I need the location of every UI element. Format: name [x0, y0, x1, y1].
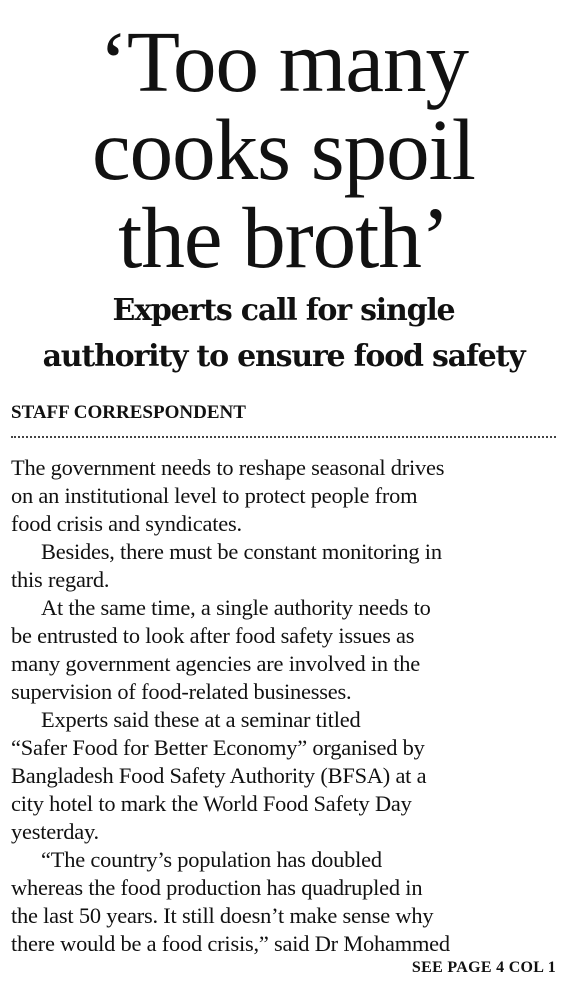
body-line: city hotel to mark the World Food Safety Day: [11, 791, 412, 816]
jump-line: SEE PAGE 4 COL 1: [411, 959, 556, 976]
body-line: The government needs to reshape seasonal drives: [11, 455, 445, 480]
paragraph-first-line: “The country’s population has doubled: [41, 847, 382, 872]
body-line: many government agencies are involved in the: [11, 651, 421, 676]
headline: [0, 13, 567, 286]
headline-line: ‘Too many: [98, 13, 469, 110]
body-line: there would be a food crisis,” said Dr Mohammed: [11, 931, 450, 956]
body-line: “Safer Food for Better Economy” organised by: [11, 735, 425, 760]
body-line: on an institutional level to protect people from: [11, 483, 418, 508]
paragraph-first-line: Experts said these at a seminar titled: [41, 707, 361, 732]
body-line: supervision of food-related businesses.: [11, 679, 352, 704]
body-line: the last 50 years. It still doesn’t make sense why: [11, 903, 434, 928]
headline-line: cooks spoil: [92, 101, 475, 198]
subheadline-line: Experts call for single: [112, 293, 455, 328]
body-line: yesterday.: [11, 819, 99, 844]
body-line: Bangladesh Food Safety Authority (BFSA) at a: [11, 763, 427, 788]
dotted-divider: [11, 436, 556, 438]
headline-line: the broth’: [118, 189, 449, 286]
paragraph-first-line: At the same time, a single authority needs to: [41, 595, 431, 620]
paragraph-first-line: Besides, there must be constant monitoring in: [41, 539, 442, 564]
article-body: [11, 454, 559, 958]
subheadline-line: authority to ensure food safety: [42, 339, 525, 374]
body-line: food crisis and syndicates.: [11, 511, 242, 536]
body-line: whereas the food production has quadrupled in: [11, 875, 423, 900]
subheadline: [0, 288, 567, 380]
body-line: be entrusted to look after food safety issues as: [11, 623, 415, 648]
body-line: this regard.: [11, 567, 110, 592]
byline: STAFF CORRESPONDENT: [11, 402, 246, 423]
